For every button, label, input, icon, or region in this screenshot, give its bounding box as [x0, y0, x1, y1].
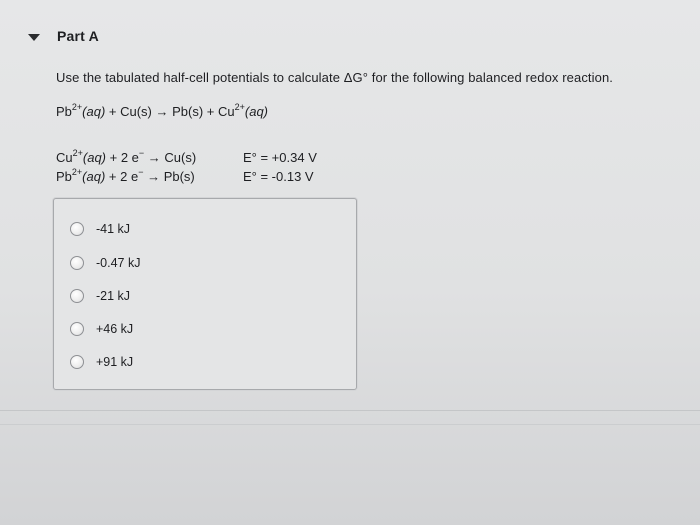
potential-copper: E° = +0.34 V [243, 150, 317, 165]
collapse-caret-icon[interactable] [28, 34, 40, 41]
option-label: -21 kJ [96, 289, 131, 303]
half-ion: Pb [56, 169, 72, 184]
option-3[interactable] [70, 287, 130, 305]
half-electron-charge: − [138, 166, 144, 177]
reaction-products: Pb(s) + Cu [168, 104, 235, 119]
half-ion: Cu [56, 150, 73, 165]
option-5[interactable] [70, 353, 133, 371]
half-electrons: + 2 e [106, 150, 139, 165]
half-ion-charge: 2+ [72, 147, 83, 158]
radio-button[interactable] [70, 289, 84, 303]
option-1[interactable] [70, 220, 130, 238]
reaction-plus: + Cu(s) [105, 104, 156, 119]
half-electrons: + 2 e [105, 169, 139, 184]
reaction-lead-charge: 2+ [71, 101, 83, 112]
half-product: Pb(s) [160, 169, 195, 184]
half-ion-state: (aq) [82, 169, 106, 184]
question-prompt: Use the tabulated half-cell potentials to calculate ΔG° for the following balanced redox reaction. [56, 70, 613, 85]
potential-lead: E° = -0.13 V [243, 169, 314, 184]
reaction-arrow-icon: → [155, 104, 169, 119]
radio-button[interactable] [70, 355, 84, 369]
half-ion-state: (aq) [82, 150, 107, 165]
reaction-copper-state: (aq) [244, 104, 269, 119]
half-electron-charge: − [138, 147, 145, 158]
option-label: +91 kJ [96, 355, 134, 369]
radio-button[interactable] [70, 222, 84, 236]
section-divider [0, 424, 700, 425]
balanced-reaction [56, 101, 269, 119]
half-ion-charge: 2+ [71, 166, 83, 177]
half-arrow-icon: → [147, 169, 161, 184]
radio-button[interactable] [70, 322, 84, 336]
option-label: -41 kJ [96, 222, 131, 236]
option-2[interactable] [70, 254, 140, 272]
half-reaction-copper [56, 147, 197, 165]
option-label: +46 kJ [96, 322, 134, 336]
half-arrow-icon: → [147, 150, 161, 165]
reaction-lead-ion: Pb [56, 104, 72, 119]
half-reaction-lead [56, 166, 195, 184]
part-a-header[interactable] [28, 26, 99, 46]
option-label: -0.47 kJ [96, 256, 141, 270]
option-4[interactable] [70, 320, 133, 338]
reaction-lead-state: (aq) [82, 104, 106, 119]
half-product: Cu(s) [160, 150, 197, 165]
section-divider [0, 410, 700, 411]
answer-choices-box [53, 198, 357, 390]
radio-button[interactable] [70, 256, 84, 270]
part-title: Part A [57, 28, 99, 44]
reaction-copper-charge: 2+ [234, 101, 245, 112]
